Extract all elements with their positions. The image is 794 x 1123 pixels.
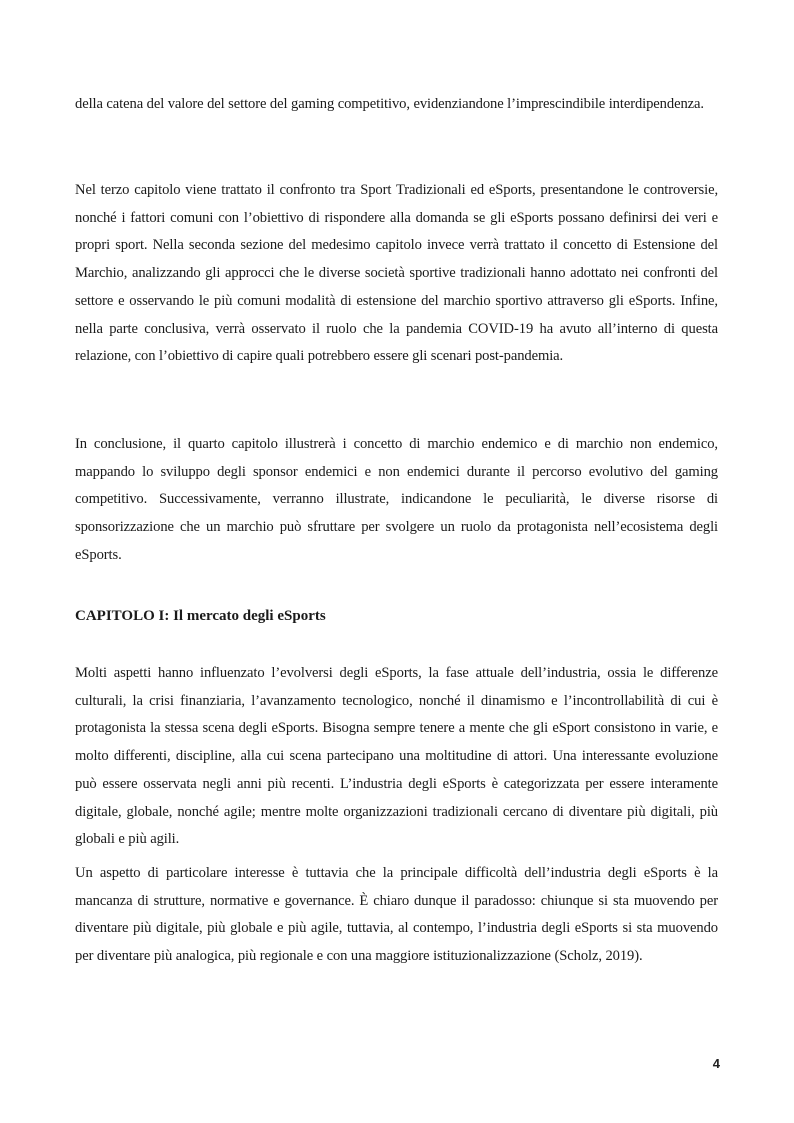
paragraph-esports-evolution: Molti aspetti hanno influenzato l’evolversi degli eSports, la fase attuale dell’industria, ossia le differenze culturali, la crisi finanziaria, l’avanzamento tecnologico, nonché il dinamismo e l’incontrollabilità di cui è protagonista la stessa scena degli eSports. Bisogna sempre tenere a mente che gli eSport consistono in varie, e molto differenti, discipline, alla cui scena partecipano una moltitudine di attori. Una interessante evoluzione può essere osservata negli anni più recenti. L’industria degli eSports è categorizzata per essere interamente digitale, globale, nonché agile; mentre molte organizzazioni tradizionali cercano di diventare più digitali, più globali e più agili. (75, 665, 718, 848)
paragraph-conclusion: In conclusione, il quarto capitolo illustrerà i concetto di marchio endemico e di marchio non endemico, mappando lo sviluppo degli sponsor endemici e non endemici durante il percorso evolutivo del gaming competitivo. Successivamente, verranno illustrate, indicandone le peculiarità, le diverse risorse di sponsorizzazione che un marchio può sfruttare per svolgere un ruolo da protagonista nell’ecosistema degli eSports. (75, 436, 718, 563)
paragraph-esports-paradox: Un aspetto di particolare interesse è tuttavia che la principale difficoltà dell’industria degli eSports è la mancanza di strutture, normative e governance. È chiaro dunque il paradosso: chiunque si sta muovendo per diventare più digitale, più globale e più agile, tuttavia, al contempo, l’industria degli eSports si sta muovendo per diventare più analogica, più regionale e con una maggiore istituzionalizzazione (Scholz, 2019). (75, 865, 718, 965)
paragraph-third-chapter: Nel terzo capitolo viene trattato il confronto tra Sport Tradizionali ed eSports, presentandone le controversie, nonché i fattori comuni con l’obiettivo di rispondere alla domanda se gli eSports possano definirsi dei veri e propri sport. Nella seconda sezione del medesimo capitolo invece verrà trattato il concetto di Estensione del Marchio, analizzando gli approcci che le diverse società sportive tradizionali hanno adottato nei confronti del settore e osservando le più comuni modalità di estensione del marchio sportivo attraverso gli eSports. Infine, nella parte conclusiva, verrà osservato il ruolo che la pandemia COVID-19 ha avuto all’interno di questa relazione, con l’obiettivo di capire quali potrebbero essere gli scenari post-pandemia. (75, 182, 718, 365)
page-number: 4 (712, 1056, 720, 1071)
paragraph-value-chain: della catena del valore del settore del gaming competitivo, evidenziandone l’imprescindibile interdipendenza. (75, 96, 704, 112)
chapter-heading: CAPITOLO I: Il mercato degli eSports (75, 608, 326, 624)
